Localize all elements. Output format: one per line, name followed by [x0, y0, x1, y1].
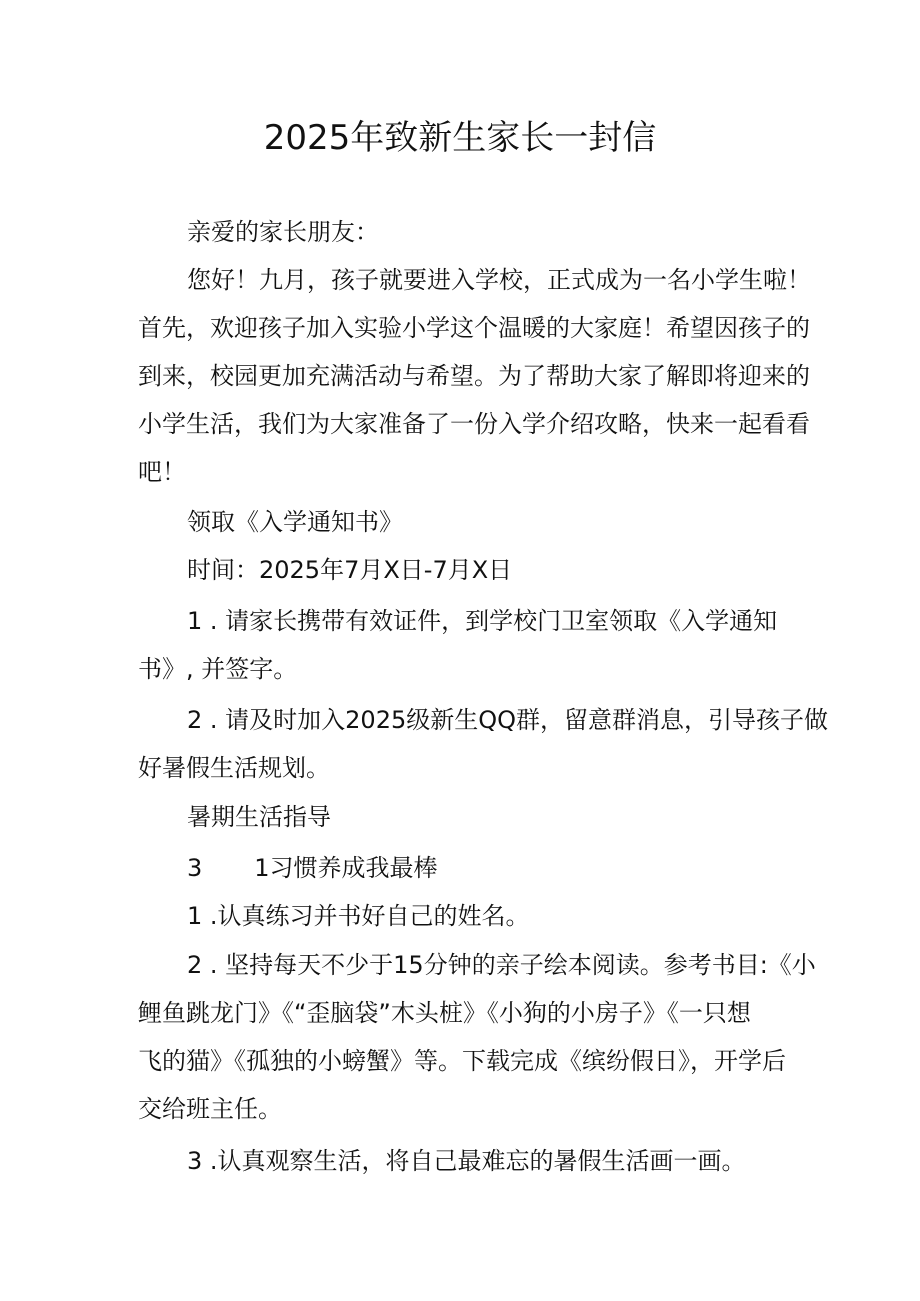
notice-item-1-line-2: 书》, 并签字。	[138, 655, 298, 683]
summer-subheading-title: 1习惯养成我最棒	[254, 854, 438, 882]
summer-item-2-line-3: 飞的猫》《孤独的小螃蟹》等。下载完成《缤纷假日》，开学后	[138, 1047, 786, 1075]
summer-item-2-line-4: 交给班主任。	[138, 1095, 282, 1123]
summer-item-2-line-2: 鲤鱼跳龙门》《“歪脑袋”木头桩》《小狗的小房子》《一只想	[138, 999, 751, 1027]
summer-item-3: 3 .认真观察生活，将自己最难忘的暑假生活画一画。	[187, 1147, 746, 1175]
summer-heading: 暑期生活指导	[187, 803, 331, 831]
page-title: 2025年致新生家长一封信	[263, 118, 657, 158]
summer-subheading	[187, 850, 438, 886]
greeting: 亲爱的家长朋友：	[187, 218, 379, 246]
summer-item-2-line-1: 2 . 坚持每天不少于15分钟的亲子绘本阅读。参考书目:《小	[187, 951, 816, 979]
notice-item-1-line-1: 1 . 请家长携带有效证件，到学校门卫室领取《入学通知	[187, 607, 778, 635]
notice-heading: 领取《入学通知书》	[187, 508, 403, 536]
notice-item-2-line-2: 好暑假生活规划。	[138, 754, 330, 782]
intro-line-2: 首先，欢迎孩子加入实验小学这个温暖的大家庭！希望因孩子的	[138, 314, 810, 342]
intro-line-1: 您好！九月，孩子就要进入学校，正式成为一名小学生啦！	[187, 266, 811, 294]
intro-line-3: 到来，校园更加充满活动与希望。为了帮助大家了解即将迎来的	[138, 362, 810, 390]
notice-time: 时间：2025年7月X日-7月X日	[187, 556, 513, 584]
notice-item-2-line-1: 2 . 请及时加入2025级新生QQ群，留意群消息，引导孩子做	[187, 706, 829, 734]
summer-subheading-number: 3	[187, 854, 203, 882]
summer-item-1: 1 .认真练习并书好自己的姓名。	[187, 902, 530, 930]
intro-line-4: 小学生活，我们为大家准备了一份入学介绍攻略，快来一起看看	[138, 410, 810, 438]
intro-line-5: 吧！	[138, 458, 186, 486]
